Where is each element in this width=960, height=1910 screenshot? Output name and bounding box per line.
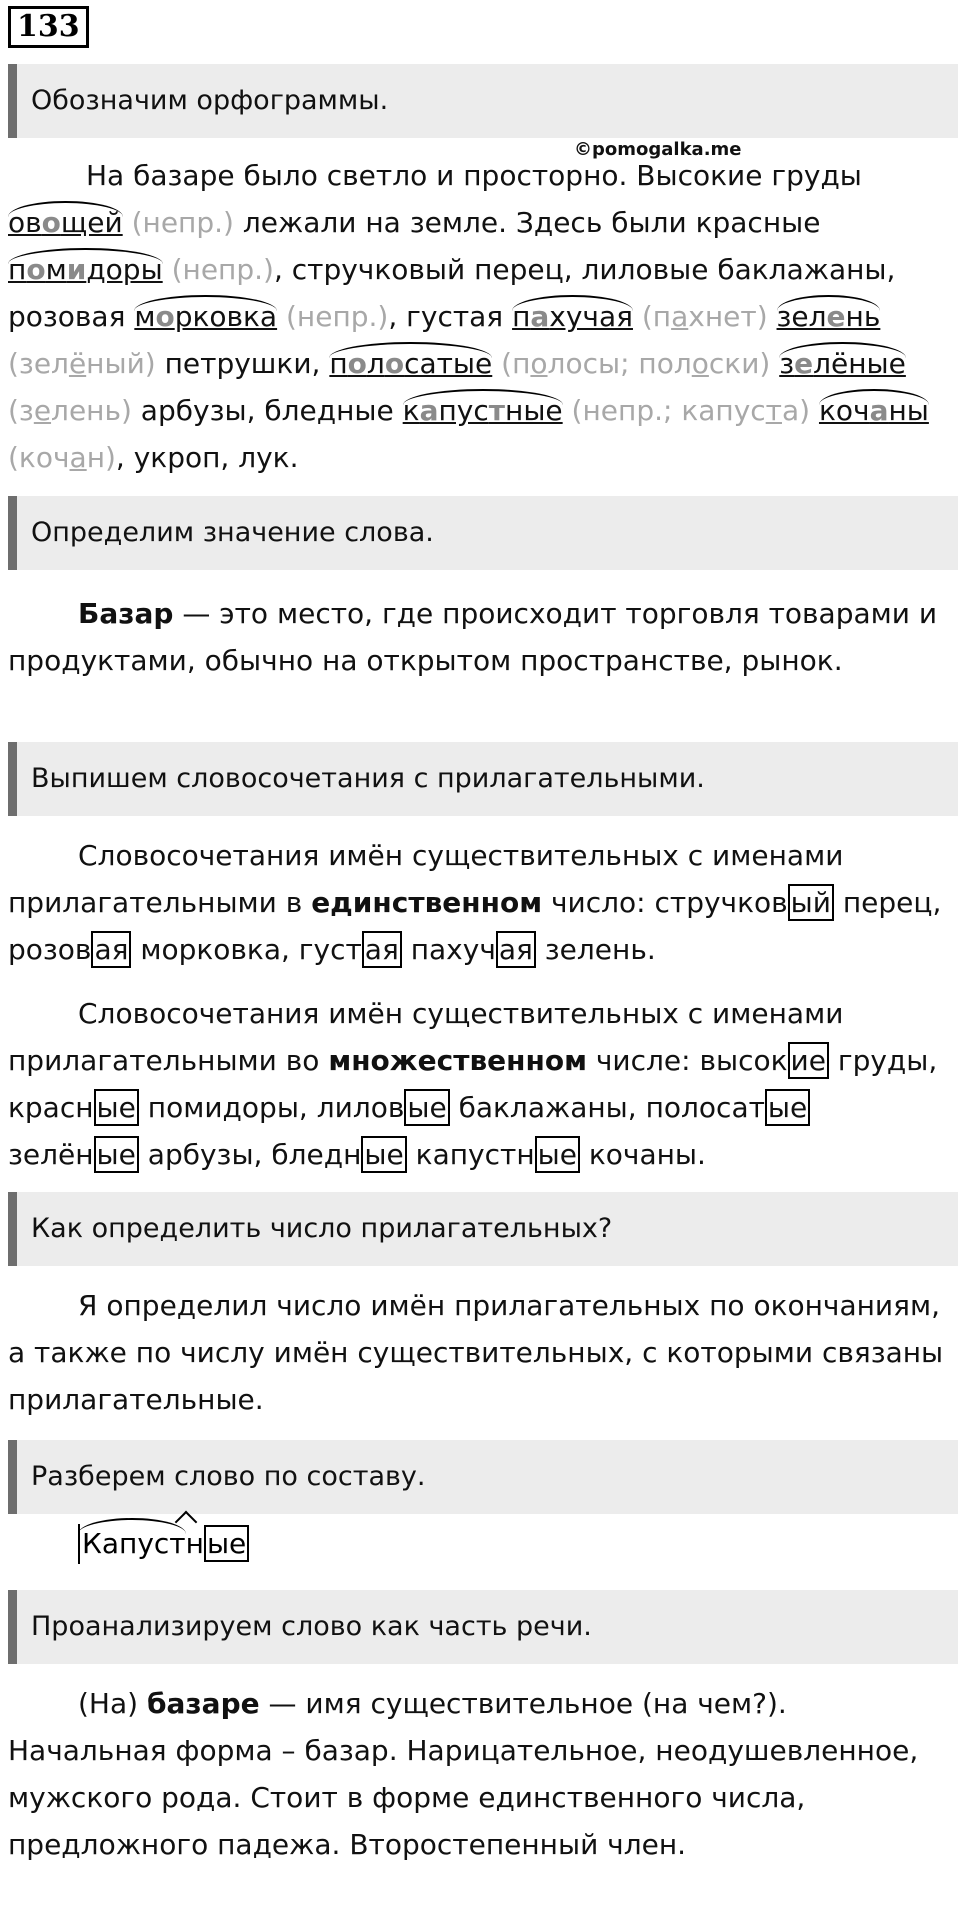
header-part-of-speech: Проанализируем слово как часть речи. <box>8 1590 958 1664</box>
task-number: 133 <box>8 6 89 48</box>
word-ending: ые <box>204 1525 249 1562</box>
number-answer: Я определил число имён прилагательных по окончаниям, а также по числу имён существительных, с которыми связаны прилагательные. <box>8 1289 944 1416</box>
part-of-speech-analysis: (На) базаре — имя существительное (на чем?). Начальная форма – базар. Нарицательное, неодушевленное, мужского рода. Стоит в форме единственного числа, предложного падежа. Второстепенный член. <box>8 1687 919 1861</box>
plural-phrases: Словосочетания имён существительных с именами прилагательными во множественном числе: высок ие груды, красн ые помидоры, лилов ые баклажаны, полосат ые зелён ые арбузы, бледн ые капустн ые кочаны. <box>8 997 938 1171</box>
morpheme-analysis <box>78 1524 249 1564</box>
watermark: ©pomogalka.me <box>574 139 742 160</box>
header-phrases: Выпишем словосочетания с прилагательными. <box>8 742 958 816</box>
definition-text: Базар — это место, где происходит торговля товарами и продуктами, обычно на открытом пространстве, рынок. <box>8 597 938 677</box>
header-morphemes: Разберем слово по составу. <box>8 1440 958 1514</box>
word-suffix: н <box>186 1524 204 1564</box>
orthogram-text: На базаре было светло и просторно. Высокие груды овощей (непр.) лежали на земле. Здесь были красные помидоры (непр.), стручковый перец, лиловые баклажаны, розовая морковка (непр.), густая пахучая (пахнет) зелень (зелёный) петрушки, полосатые (полосы; полоски) зелёные (зелень) арбузы, бледные капустные (непр.; капуста) кочаны (кочан), укроп, лук. <box>8 159 929 474</box>
header-orthograms: Обозначим орфограммы. <box>8 64 958 138</box>
word-root: Капуст <box>78 1524 186 1564</box>
singular-phrases: Словосочетания имён существительных с именами прилагательными в единственном число: стручков ый перец, розов ая морковка, густ ая пахуч ая зелень. <box>8 839 942 966</box>
header-meaning: Определим значение слова. <box>8 496 958 570</box>
header-number: Как определить число прилагательных? <box>8 1192 958 1266</box>
